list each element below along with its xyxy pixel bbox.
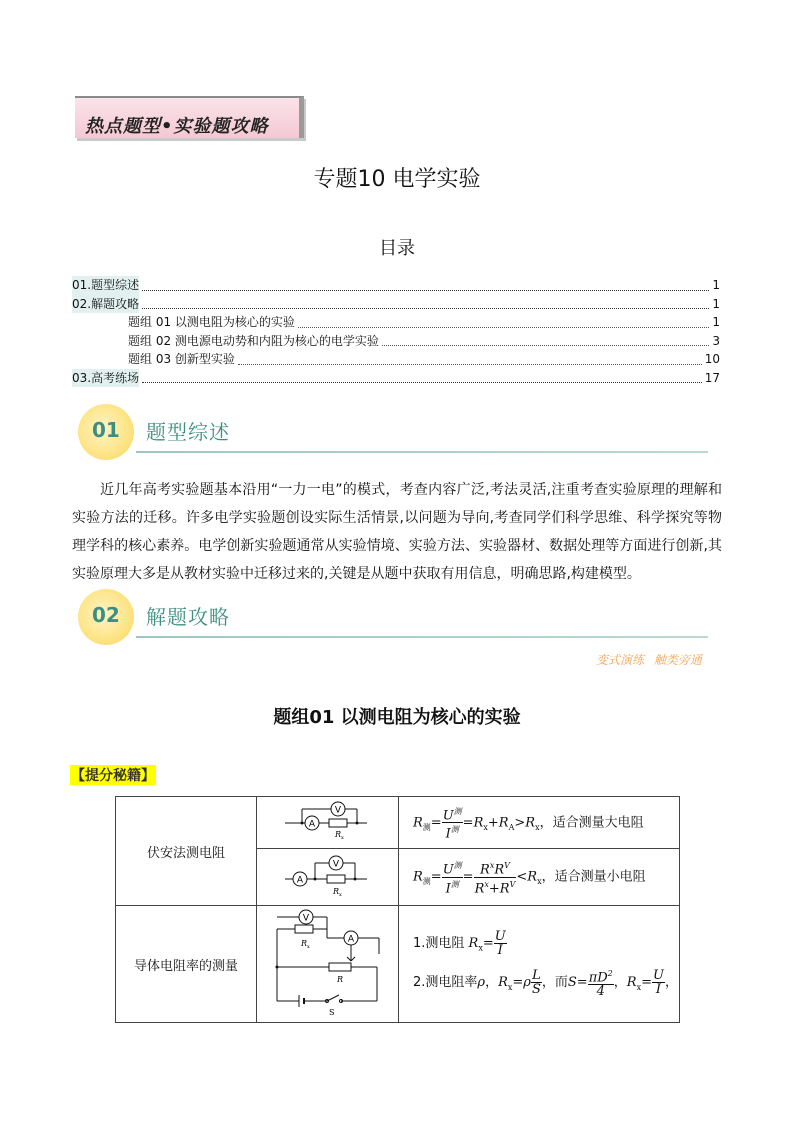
toc-leader	[142, 280, 709, 291]
ammeter-label: A	[308, 819, 316, 830]
section-number: 01	[92, 418, 120, 442]
motto-text: 变式演练 触类旁通	[596, 653, 702, 667]
section-header-overview	[78, 404, 718, 464]
toc-page: 17	[704, 370, 720, 385]
voltmeter-label: V	[332, 859, 340, 870]
toc-label: 题组 01 以测电阻为核心的实验	[128, 315, 295, 329]
svg-text:x: x	[307, 944, 310, 950]
toc-page: 1	[712, 296, 720, 311]
toc-row[interactable]	[72, 332, 720, 351]
row-label-resistivity: 导体电阻率的测量	[116, 906, 257, 1023]
circuit-diagram-1	[257, 797, 398, 844]
banner-text: 热点题型•实验题攻略	[85, 116, 269, 137]
page-title: 专题10 电学实验	[313, 167, 481, 192]
switch-label: S	[329, 1008, 335, 1017]
circuit-external-ammeter	[257, 849, 399, 906]
section-header-strategy	[78, 589, 718, 649]
formula-resistivity: 1.测电阻 $R_x=$ $\frac{U}{I}$ 2.测电阻率ρ，$R_x=\rho$ $\frac{L}{S}$ ，而S= $\frac{\pi D^2}{4}$ ，$R_x=$ $\frac{U}{I}$ ，	[399, 906, 680, 1023]
toc-label: 题组 03 创新型实验	[128, 352, 235, 366]
ammeter-label: A	[347, 934, 355, 945]
toc-leader	[298, 317, 709, 328]
resistor-label: R	[301, 939, 308, 948]
toc-row[interactable]	[72, 313, 720, 332]
toc-row[interactable]	[72, 295, 720, 314]
section-name: 题型综述	[146, 420, 230, 444]
toc-leader	[382, 335, 709, 346]
circuit-resistivity	[257, 906, 399, 1023]
toc-leader	[238, 354, 702, 365]
toc-leader	[142, 372, 702, 383]
circuit-diagram-2	[257, 849, 398, 901]
toc-leader	[142, 298, 709, 309]
toc-row[interactable]	[72, 350, 720, 369]
section-number: 02	[92, 603, 120, 627]
ammeter-label: A	[296, 875, 304, 886]
formula-external: $R_测=$ $\frac{U^测}{I^测}$ = $\frac{R^xR^V}{R^x+R^V}$ $<R_x$，适合测量小电阻	[399, 849, 680, 906]
toc-page: 1	[712, 315, 720, 329]
group-title: 题组01 以测电阻为核心的实验	[273, 707, 521, 728]
rheostat-label: R	[337, 975, 344, 984]
toc-page: 10	[704, 352, 720, 366]
tip-label: 【提分秘籍】	[70, 765, 156, 785]
resistor-label: R	[333, 887, 340, 896]
toc-title: 目录	[379, 238, 415, 259]
toc-label: 02.解题攻略	[72, 295, 139, 314]
row-label-voltammetry: 伏安法测电阻	[116, 797, 257, 906]
circuit-diagram-3	[257, 906, 398, 1018]
table-of-contents	[72, 276, 720, 387]
svg-text:x: x	[339, 892, 342, 898]
overview-paragraph: 近几年高考实验题基本沿用“一力一电”的模式，考查内容广泛,考法灵活,注重考查实验原理的理解和实验方法的迁移。许多电学实验题创设实际生活情景,以问题为导向,考查同学们科学思维、科学探究等物理学科的核心素养。电学创新实验题通常从实验情境、实验方法、实验器材、数据处理等方面进行创新,其实验原理大多是从教材实验中迁移过来的,关键是从题中获取有用信息，明确思路,构建模型。	[72, 482, 722, 582]
toc-page: 3	[712, 333, 720, 348]
toc-label: 题组 02 测电源电动势和内阻为核心的电学实验	[128, 333, 379, 348]
voltmeter-label: V	[302, 913, 310, 924]
toc-label: 03.高考练场	[72, 369, 139, 388]
voltmeter-label: V	[334, 805, 342, 816]
formula-internal: $R_测=$ $\frac{U^测}{I^测}$ $=R_x+R_A>R_x$，适合测量大电阻	[399, 797, 680, 849]
header-banner	[75, 96, 303, 140]
methods-table	[115, 796, 680, 1023]
toc-row[interactable]	[72, 276, 720, 295]
toc-row[interactable]	[72, 369, 720, 388]
svg-text:x: x	[341, 835, 344, 841]
toc-label: 01.题型综述	[72, 276, 139, 295]
circuit-internal-ammeter	[257, 797, 399, 849]
resistor-label: R	[335, 830, 342, 839]
section-name: 解题攻略	[146, 605, 230, 629]
toc-page: 1	[712, 278, 720, 292]
